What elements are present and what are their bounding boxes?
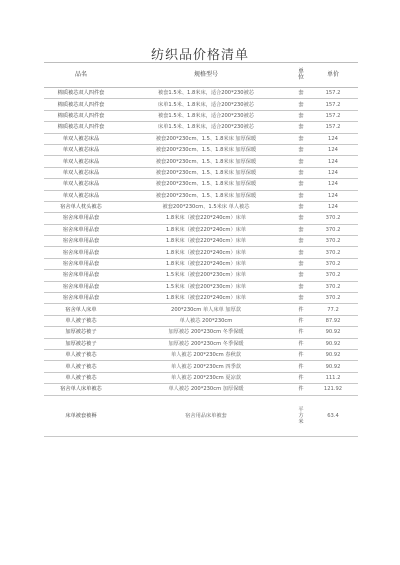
- cell-price: 90.92: [308, 349, 358, 360]
- cell-unit: 件: [294, 361, 308, 372]
- table-row-last: [44, 395, 358, 436]
- table-row: [44, 338, 358, 349]
- cell-price: 370.2: [308, 293, 358, 304]
- cell-price: 90.92: [308, 361, 358, 372]
- cell-unit: 套: [294, 122, 308, 133]
- cell-price: 90.92: [308, 338, 358, 349]
- table-row: [44, 99, 358, 110]
- cell-price: 370.2: [308, 224, 358, 235]
- cell-unit: 套: [294, 270, 308, 281]
- cell-spec: 被套1.5米、1.8米床，适合200*230被芯: [118, 110, 294, 121]
- table-row: [44, 315, 358, 326]
- cell-spec: 单人被芯 200*230cm 加厚保暖: [118, 384, 294, 395]
- cell-price: 370.2: [308, 258, 358, 269]
- cell-spec: 单人被芯 200*230cm: [118, 315, 294, 326]
- cell-name: 棉质被芯双人四件套: [44, 110, 118, 121]
- cell-name: 单双人被芯床品: [44, 133, 118, 144]
- cell-name: 宿舍单人床单被芯: [44, 384, 118, 395]
- cell-unit: 套: [294, 99, 308, 110]
- header-unit: 单 位: [294, 63, 308, 88]
- cell-unit: 件: [294, 338, 308, 349]
- cell-unit: 套: [294, 190, 308, 201]
- table-row: [44, 88, 358, 99]
- cell-spec: 床单1.5米、1.8米床，适合200*230被芯: [118, 122, 294, 133]
- table-body: [44, 88, 358, 396]
- cell-spec: 被套200*230cm、1.5米床 单人被芯: [118, 201, 294, 212]
- table-row: [44, 327, 358, 338]
- cell-price: 124: [308, 144, 358, 155]
- cell-price: 124: [308, 179, 358, 190]
- table-row: [44, 156, 358, 167]
- cell-name: 宿舍床单用品套: [44, 281, 118, 292]
- cell-spec: 被套200*230cm、1.5、1.8米床 加厚保暖: [118, 179, 294, 190]
- cell-name: 加厚被芯被子: [44, 338, 118, 349]
- cell-unit: 套: [294, 167, 308, 178]
- cell-price: 370.2: [308, 213, 358, 224]
- cell-spec: 1.8米床（被套220*240cm）床单: [118, 258, 294, 269]
- cell-spec: 加厚被芯 200*230cm 冬季保暖: [118, 338, 294, 349]
- table-row: [44, 270, 358, 281]
- cell-name: 单人被子被芯: [44, 315, 118, 326]
- table-row: [44, 144, 358, 155]
- table-header-row: [44, 63, 358, 88]
- header-price: 单价: [308, 63, 358, 88]
- cell-name: 宿舍床单用品套: [44, 258, 118, 269]
- table-row: [44, 110, 358, 121]
- page-title: 纺织品价格清单: [150, 48, 249, 63]
- cell-spec: 单人被芯 200*230cm 四季款: [118, 361, 294, 372]
- cell-name: 宿舍床单用品套: [44, 213, 118, 224]
- cell-spec: 被套200*230cm、1.5、1.8米床 加厚保暖: [118, 156, 294, 167]
- cell-name: 单双人被芯床品: [44, 144, 118, 155]
- cell-price: 157.2: [308, 88, 358, 99]
- table-row: [44, 361, 358, 372]
- cell-unit: 套: [294, 213, 308, 224]
- cell-unit: 件: [294, 349, 308, 360]
- cell-name: 床单被套被褥: [44, 395, 118, 436]
- cell-spec: 加厚被芯 200*230cm 冬季保暖: [118, 327, 294, 338]
- cell-price: 370.2: [308, 236, 358, 247]
- cell-price: 157.2: [308, 110, 358, 121]
- table-row: [44, 224, 358, 235]
- cell-unit: 套: [294, 156, 308, 167]
- cell-spec: 1.8米床（被套220*240cm）床单: [118, 213, 294, 224]
- table-row: [44, 167, 358, 178]
- cell-spec: 宿舍用品床单被套: [118, 395, 294, 436]
- cell-price: 370.2: [308, 247, 358, 258]
- cell-unit: 套: [294, 133, 308, 144]
- cell-unit: 套: [294, 110, 308, 121]
- cell-price: 121.92: [308, 384, 358, 395]
- cell-name: 宿舍单人枕头被芯: [44, 201, 118, 212]
- cell-unit: 套: [294, 201, 308, 212]
- cell-spec: 1.8米床（被套220*240cm）床单: [118, 224, 294, 235]
- cell-name: 单人被子被芯: [44, 361, 118, 372]
- cell-price: 124: [308, 190, 358, 201]
- cell-price: 370.2: [308, 270, 358, 281]
- cell-name: 单双人被芯床品: [44, 167, 118, 178]
- cell-unit: 套: [294, 247, 308, 258]
- cell-name: 宿舍床单用品套: [44, 270, 118, 281]
- cell-name: 宿舍床单用品套: [44, 293, 118, 304]
- cell-unit: 件: [294, 304, 308, 315]
- cell-unit: 平 方 米: [294, 395, 308, 436]
- table-row: [44, 384, 358, 395]
- table-row: [44, 372, 358, 383]
- cell-spec: 被套200*230cm、1.5、1.8米床 加厚保暖: [118, 144, 294, 155]
- table-row: [44, 236, 358, 247]
- cell-spec: 单人被芯 200*230cm 春秋款: [118, 349, 294, 360]
- cell-price: 157.2: [308, 99, 358, 110]
- cell-price: 124: [308, 133, 358, 144]
- table-row: [44, 133, 358, 144]
- cell-spec: 单人被芯 200*230cm 夏凉款: [118, 372, 294, 383]
- cell-spec: 1.8米床（被套220*240cm）床单: [118, 247, 294, 258]
- cell-name: 单双人被芯床品: [44, 156, 118, 167]
- cell-spec: 被套200*230cm、1.5、1.8米床 加厚保暖: [118, 133, 294, 144]
- table-row: [44, 179, 358, 190]
- table-row: [44, 213, 358, 224]
- cell-spec: 被套200*230cm、1.5、1.8米床 加厚保暖: [118, 190, 294, 201]
- table-row: [44, 190, 358, 201]
- cell-unit: 套: [294, 179, 308, 190]
- cell-spec: 被套1.5米、1.8米床，适合200*230被芯: [118, 88, 294, 99]
- cell-spec: 被套200*230cm、1.5、1.8米床 加厚保暖: [118, 167, 294, 178]
- table-row: [44, 281, 358, 292]
- cell-spec: 1.5米床（被套200*230cm）床单: [118, 270, 294, 281]
- header-name: 品名: [44, 63, 118, 88]
- table-row: [44, 201, 358, 212]
- cell-name: 棉质被芯双人四件套: [44, 88, 118, 99]
- cell-name: 宿舍床单用品套: [44, 247, 118, 258]
- cell-spec: 床单1.5米、1.8米床，适合200*230被芯: [118, 99, 294, 110]
- cell-unit: 套: [294, 258, 308, 269]
- cell-unit: 套: [294, 236, 308, 247]
- cell-price: 87.92: [308, 315, 358, 326]
- cell-price: 370.2: [308, 281, 358, 292]
- table-row: [44, 349, 358, 360]
- cell-spec: 1.8米床（被套220*240cm）床单: [118, 293, 294, 304]
- cell-name: 棉质被芯双人四件套: [44, 99, 118, 110]
- cell-name: 单人被子被芯: [44, 349, 118, 360]
- cell-name: 宿舍单人床单: [44, 304, 118, 315]
- cell-price: 77.2: [308, 304, 358, 315]
- cell-price: 124: [308, 167, 358, 178]
- cell-unit: 套: [294, 293, 308, 304]
- cell-unit: 套: [294, 281, 308, 292]
- cell-price: 90.92: [308, 327, 358, 338]
- price-table: [44, 62, 358, 437]
- cell-spec: 200*230cm 单人床单 加厚款: [118, 304, 294, 315]
- cell-name: 单双人被芯床品: [44, 190, 118, 201]
- cell-name: 棉质被芯双人四件套: [44, 122, 118, 133]
- table-row: [44, 122, 358, 133]
- cell-unit: 件: [294, 315, 308, 326]
- cell-unit: 件: [294, 327, 308, 338]
- cell-unit: 套: [294, 144, 308, 155]
- table-row: [44, 258, 358, 269]
- cell-price: 111.2: [308, 372, 358, 383]
- cell-name: 宿舍床单用品套: [44, 236, 118, 247]
- cell-price: 157.2: [308, 122, 358, 133]
- cell-price: 124: [308, 201, 358, 212]
- cell-unit: 套: [294, 224, 308, 235]
- cell-name: 加厚被芯被子: [44, 327, 118, 338]
- table-row: [44, 247, 358, 258]
- table-row: [44, 304, 358, 315]
- header-spec: 规格型号: [118, 63, 294, 88]
- cell-name: 宿舍床单用品套: [44, 224, 118, 235]
- cell-unit: 套: [294, 88, 308, 99]
- cell-name: 单双人被芯床品: [44, 179, 118, 190]
- cell-spec: 1.5米床（被套200*230cm）床单: [118, 281, 294, 292]
- cell-spec: 1.8米床（被套220*240cm）床单: [118, 236, 294, 247]
- cell-unit: 件: [294, 372, 308, 383]
- cell-unit: 件: [294, 384, 308, 395]
- cell-name: 单人被子被芯: [44, 372, 118, 383]
- cell-price: 124: [308, 156, 358, 167]
- cell-price: 63.4: [308, 395, 358, 436]
- table-row: [44, 293, 358, 304]
